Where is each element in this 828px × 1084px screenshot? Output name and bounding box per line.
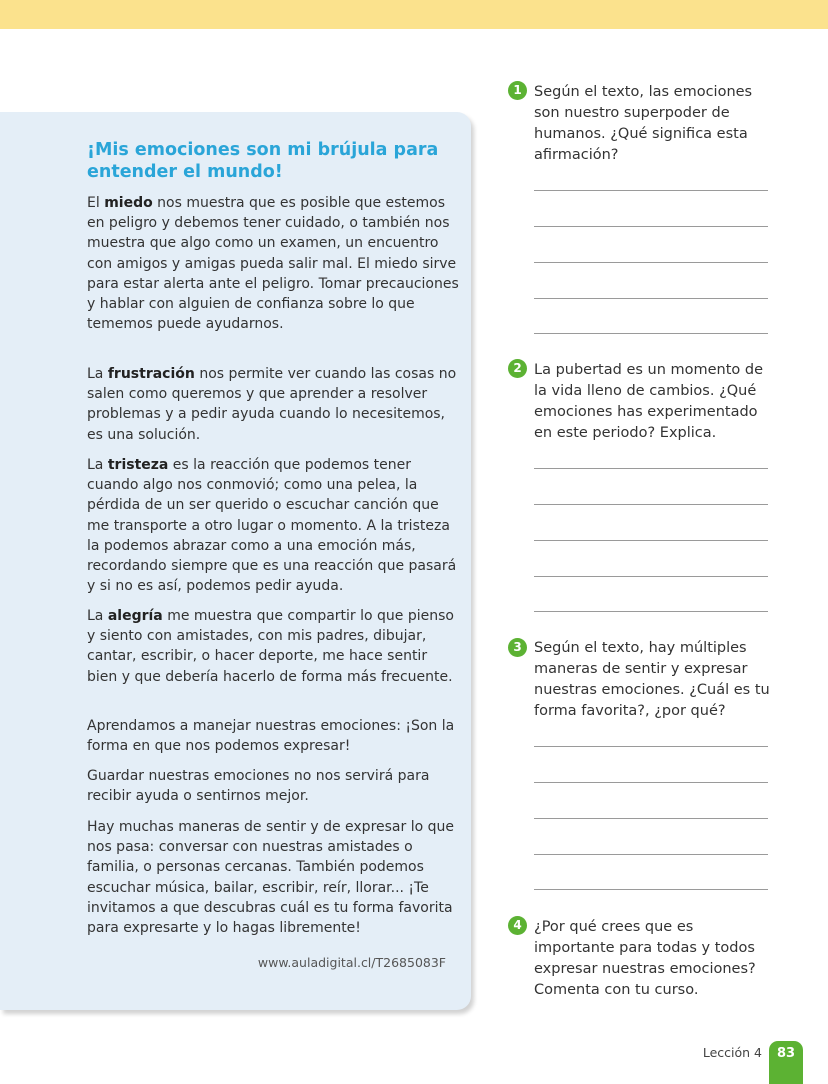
keyword-tristeza: tristeza	[107, 457, 169, 473]
paragraph-maneras: Hay muchas maneras de sentir y de expresar lo que nos pasa: conversar con nuestras amistades o familia, o personas cercanas. También podemos escuchar música, bailar, escribir, reír, llorar... ¡Te invitamos a que descubras cuál es tu forma favorita para expresarte y lo hagas libremente!	[87, 819, 454, 937]
answer-line[interactable]	[534, 746, 768, 747]
answer-line[interactable]	[534, 576, 768, 577]
answer-line[interactable]	[534, 298, 768, 299]
answer-line[interactable]	[534, 782, 768, 783]
paragraph-frustracion: La frustración nos permite ver cuando las cosas no salen como queremos y que aprender a resolver problemas y a pedir ayuda cuando lo necesitemos, es una solución.	[87, 366, 457, 443]
paragraph-tristeza: La tristeza es la reacción que podemos tener cuando algo nos conmovió; como una pelea, la pérdida de un ser querido o escuchar canción que me transporte a otro lugar o momento. A la tristeza la podemos abrazar como a una emoción más, recordando siempre que es una reacción que pasará y si no es así, podemos pedir ayuda.	[87, 457, 457, 595]
keyword-alegria: alegría	[107, 608, 163, 624]
paragraph-aprendamos: Aprendamos a manejar nuestras emociones: ¡Son la forma en que nos podemos expresar!	[87, 718, 455, 755]
question-number-badge: 2	[508, 359, 527, 378]
question-1-text: Según el texto, las emociones son nuestro superpoder de humanos. ¿Qué significa esta afirmación?	[534, 84, 753, 163]
answer-line[interactable]	[534, 226, 768, 227]
digital-link[interactable]: www.auladigital.cl/T2685083F	[257, 955, 446, 970]
question-number-badge: 1	[508, 81, 527, 100]
answer-line[interactable]	[534, 818, 768, 819]
question-number-badge: 3	[508, 638, 527, 657]
question-3-text: Según el texto, hay múltiples maneras de sentir y expresar nuestras emociones. ¿Cuál es tu forma favorita?, ¿por qué?	[534, 640, 770, 719]
answer-line[interactable]	[534, 468, 768, 469]
answer-line[interactable]	[534, 889, 768, 890]
answer-line[interactable]	[534, 854, 768, 855]
reading-title: ¡Mis emociones son mi brújula para entender el mundo!	[87, 140, 439, 182]
lesson-label: Lección 4	[702, 1045, 762, 1060]
paragraph-miedo: El miedo nos muestra que es posible que estemos en peligro y debemos tener cuidado, o también nos muestra que algo como un examen, un encuentro con amigos y amigas pueda salir mal. El miedo sirve para estar alerta ante el peligro. Tomar precauciones y hablar con alguien de confianza sobre lo que tememos puede ayudarnos.	[87, 195, 459, 333]
answer-line[interactable]	[534, 540, 768, 541]
answer-line[interactable]	[534, 611, 768, 612]
top-color-band	[0, 0, 828, 29]
keyword-frustracion: frustración	[107, 366, 195, 382]
keyword-miedo: miedo	[104, 195, 153, 211]
paragraph-alegria: La alegría me muestra que compartir lo que pienso y siento con amistades, con mis padres, dibujar, cantar, escribir, o hacer deporte, me hace sentir bien y que debería hacerlo de forma más frecuente.	[87, 608, 454, 685]
answer-line[interactable]	[534, 504, 768, 505]
answer-line[interactable]	[534, 190, 768, 191]
page-number-tab: 83	[769, 1041, 803, 1084]
answer-line[interactable]	[534, 262, 768, 263]
question-number-badge: 4	[508, 916, 527, 935]
question-2-text: La pubertad es un momento de la vida lleno de cambios. ¿Qué emociones has experimentado en este periodo? Explica.	[534, 362, 764, 441]
answer-line[interactable]	[534, 333, 768, 334]
question-4-text: ¿Por qué crees que es importante para todas y todos expresar nuestras emociones? Comenta con tu curso.	[534, 919, 756, 998]
paragraph-guardar: Guardar nuestras emociones no nos servirá para recibir ayuda o sentirnos mejor.	[87, 768, 430, 805]
